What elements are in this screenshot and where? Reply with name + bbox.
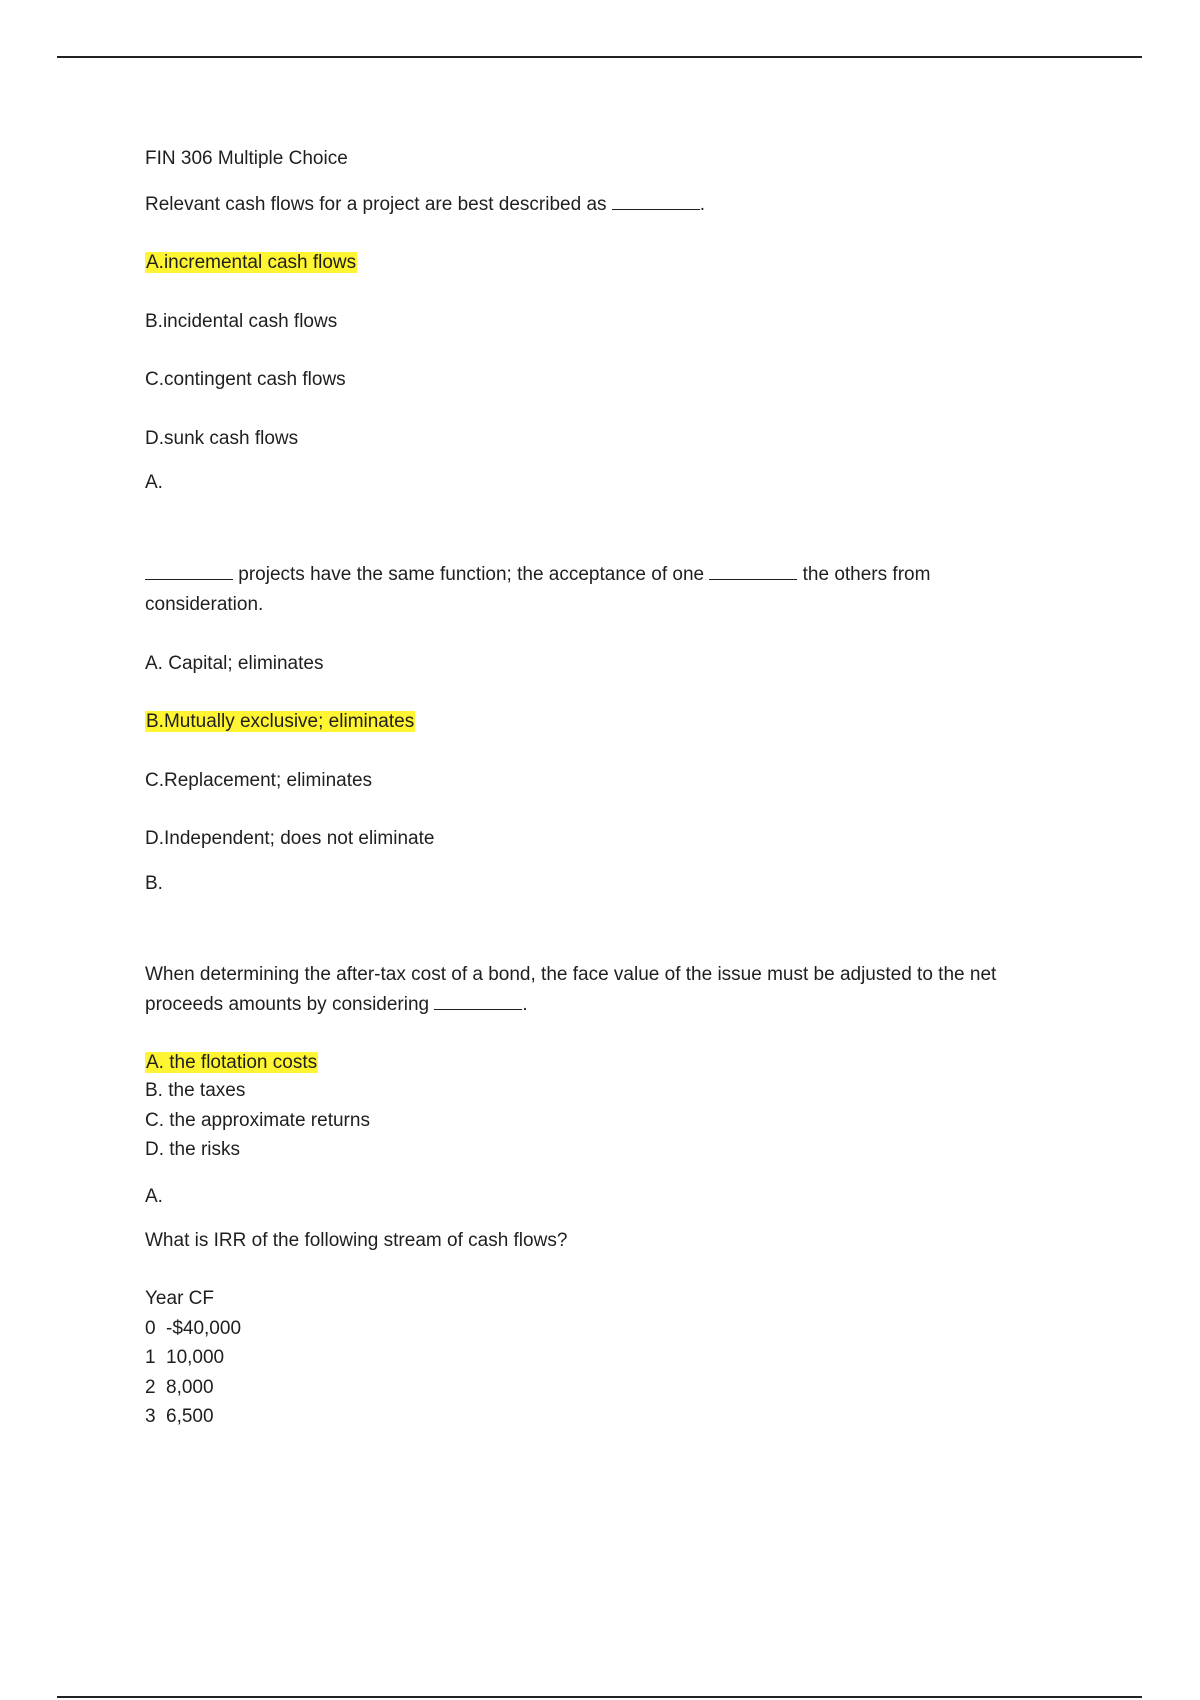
question-1-answer: A. [145, 472, 163, 493]
cash-flow-row [145, 1404, 214, 1430]
highlighted-option: A. the flotation costs [146, 1052, 318, 1073]
question-1-stem-end: . [699, 194, 706, 215]
question-1-stem [145, 192, 705, 218]
question-2-option-b [145, 709, 415, 735]
question-2-stem-line1 [145, 562, 930, 588]
question-2-stem-line2: consideration. [145, 594, 264, 615]
answer-blank [145, 562, 233, 580]
question-2-option-c: C.Replacement; eliminates [145, 770, 373, 791]
highlighted-option: B.Mutually exclusive; eliminates [146, 711, 415, 732]
question-3-option-c: C. the approximate returns [145, 1110, 370, 1131]
question-1-stem-text: Relevant cash flows for a project are best described as [145, 194, 612, 215]
question-3-option-d: D. the risks [145, 1139, 241, 1160]
question-3-answer: A. [145, 1186, 163, 1207]
cash-flow-row [145, 1316, 241, 1342]
question-4-stem: What is IRR of the following stream of cash flows? [145, 1230, 568, 1251]
footer-rule [57, 1696, 1142, 1698]
cash-flow-year: 1 [145, 1347, 156, 1368]
question-2-option-d: D.Independent; does not eliminate [145, 828, 435, 849]
answer-blank [612, 192, 700, 210]
question-3-stem-line2 [145, 992, 528, 1018]
question-3-stem-line1: When determining the after-tax cost of a bond, the face value of the issue must be adjusted to the net [145, 964, 997, 985]
cash-flow-row [145, 1375, 214, 1401]
answer-blank [434, 992, 522, 1010]
question-3-stem-end: . [522, 994, 528, 1015]
cash-flow-year: 2 [145, 1377, 156, 1398]
document-heading: FIN 306 Multiple Choice [145, 148, 348, 169]
question-2-stem-part1: projects have the same function; the acceptance of one [233, 564, 710, 585]
question-2-stem-part2: the others from [797, 564, 931, 585]
cash-flow-value: -$40,000 [166, 1318, 242, 1339]
cash-flow-value: 6,500 [166, 1406, 214, 1427]
question-1-option-b: B.incidental cash flows [145, 311, 338, 332]
cash-flow-year: 0 [145, 1318, 156, 1339]
question-2-option-a: A. Capital; eliminates [145, 653, 324, 674]
highlighted-option: A.incremental cash flows [146, 252, 357, 273]
answer-blank [709, 562, 797, 580]
cash-flow-value: 8,000 [166, 1377, 214, 1398]
cash-flow-row [145, 1345, 224, 1371]
question-1-option-c: C.contingent cash flows [145, 369, 346, 390]
question-2-answer: B. [145, 873, 163, 894]
question-3-option-a [145, 1050, 318, 1076]
question-1-option-d: D.sunk cash flows [145, 428, 299, 449]
question-1-option-a [145, 250, 357, 276]
cash-flow-table-header: Year CF [145, 1288, 214, 1309]
cash-flow-year: 3 [145, 1406, 156, 1427]
question-3-stem-text: proceeds amounts by considering [145, 994, 435, 1015]
header-rule [57, 56, 1142, 58]
cash-flow-value: 10,000 [166, 1347, 225, 1368]
question-3-option-b: B. the taxes [145, 1080, 246, 1101]
